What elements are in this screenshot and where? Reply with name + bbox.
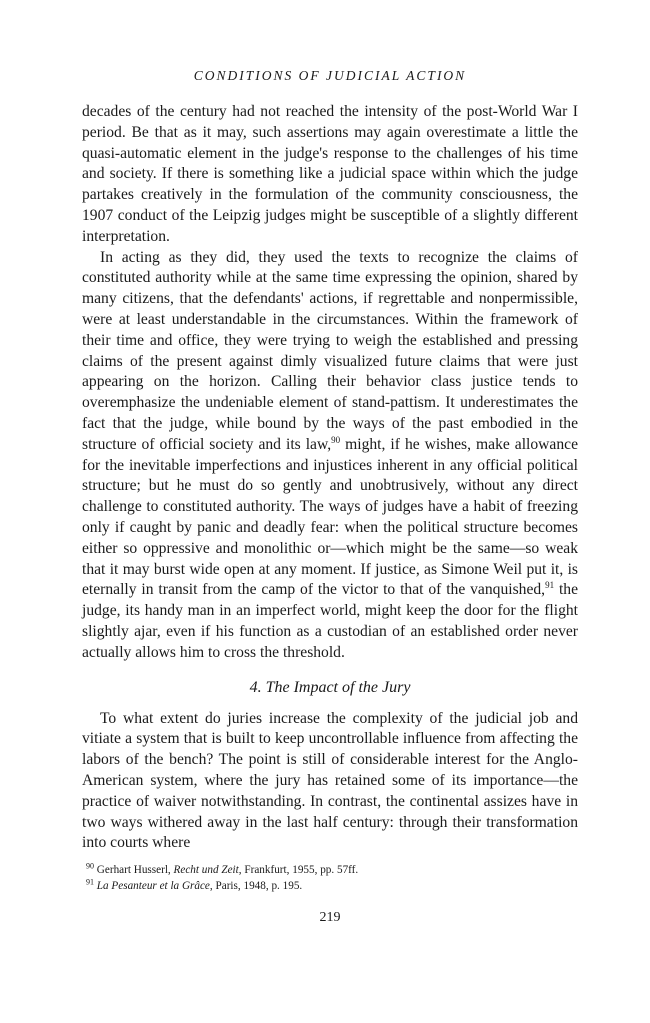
- footnote-ref-90[interactable]: 90: [331, 434, 341, 445]
- footnote-rest: , Frankfurt, 1955, pp. 57ff.: [238, 864, 359, 877]
- paragraph-text: the judge, its handy man in an imperfect world, might keep the door for the flight slightly ajar, even if his function as a custodian of an established order never actually allows him to cross the threshold.: [82, 581, 579, 661]
- paragraph-judges: [82, 248, 578, 664]
- section-heading: 4. The Impact of the Jury: [249, 678, 411, 696]
- footnote-number: 90: [86, 861, 94, 871]
- footnote-91: [82, 878, 578, 894]
- footnote-90: [82, 862, 578, 878]
- footnotes: [82, 862, 578, 894]
- paragraph-jury: To what extent do juries increase the complexity of the judicial job and vitiate a system that is built to keep uncontrollable influence from affecting the labors of the bench? The point is still of considerable interest for the Anglo-American system, where the jury has retained some of its importance—the practice of waiver notwithstanding. In contrast, the continental assizes have in two ways withered away in the last half century: through their transformation into courts where: [82, 709, 578, 852]
- paragraph-continued: decades of the century had not reached the intensity of the post-World War I period. Be that as it may, such assertions may again overestimate a little the quasi-automatic element in the judge's response to the challenges of his time and society. If there is something like a judicial space within which the judge partakes creatively in the formulation of the community consciousness, the 1907 conduct of the Leipzig judges might be susceptible of a slightly different interpretation.: [82, 103, 578, 245]
- footnote-ref-91[interactable]: 91: [545, 580, 555, 591]
- footnote-rest: , Paris, 1948, p. 195.: [209, 880, 303, 893]
- footnote-author: Gerhart Husserl,: [96, 864, 174, 877]
- paragraph-text: In acting as they did, they used the texts to recognize the claims of constituted authority while at the same time expressing the opinion, shared by many citizens, that the defendants' actions, if regrettable and nonpermissible, were at least understandable in the circumstances. Within the framework of their time and office, they were trying to weigh the established and pressing claims of the present against dimly visualized future claims that were just appearing on the horizon. Calling their behavior class justice tends to overemphasize the undeniable element of stand-pattism. It underestimates the fact that the judge, while bound by the ways of the past embodied in the structure of official society and its law,: [82, 248, 578, 453]
- footnote-number: 91: [86, 877, 94, 887]
- paragraph-text: might, if he wishes, make allowance for the inevitable imperfections and injustices inherent in any official political structure; but he must do so gently and unobtrusively, without any direct challenge to constituted authority. The ways of judges have a habit of freezing only if caught by panic and deadly fear: when the political structure becomes either so oppressive and monolithic or—which might be the same—so weak that it may burst wide open at any moment. If justice, as Simone Weil put it, is eternally in transit from the camp of the victor to that of the vanquished,: [82, 435, 578, 599]
- page-number: 219: [319, 910, 341, 926]
- footnote-title: La Pesanteur et la Grâce: [96, 880, 210, 893]
- footnote-title: Recht und Zeit: [173, 864, 239, 877]
- book-page: [82, 66, 578, 926]
- running-head: CONDITIONS OF JUDICIAL ACTION: [193, 68, 467, 83]
